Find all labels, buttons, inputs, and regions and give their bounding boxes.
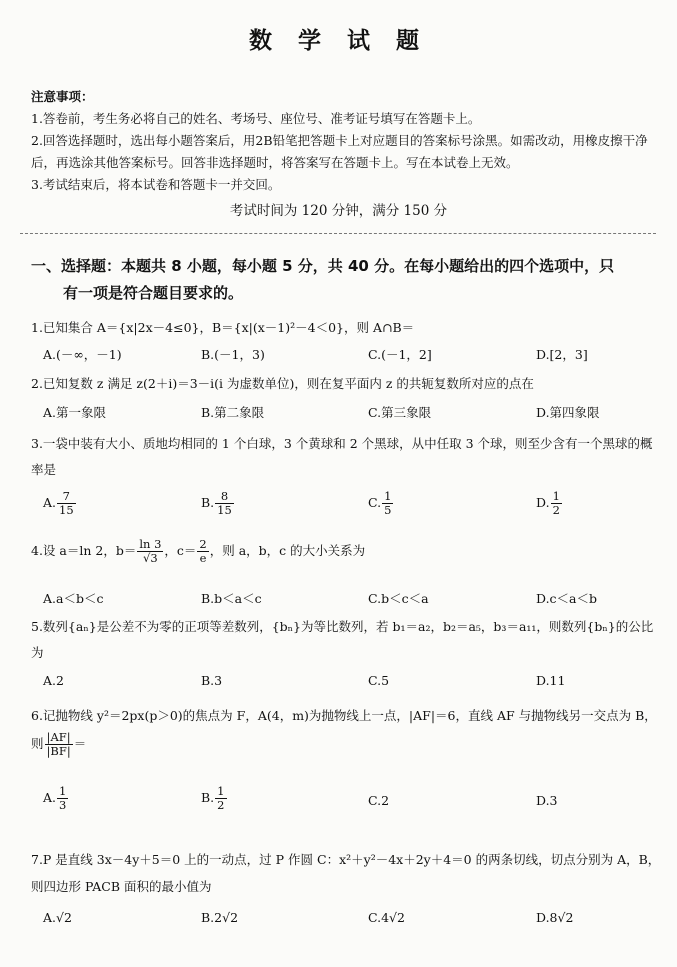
option-c: C.(－1，2] (368, 347, 432, 362)
question-3-options (31, 490, 661, 524)
numerator: ln 3 (139, 537, 162, 551)
option-d: D.[2，3] (536, 347, 588, 362)
section-line-1: 一、选择题：本题共 8 小题，每小题 5 分，共 40 分。在每小题给出的四个选项中，只 (31, 257, 615, 275)
question-6-options (31, 785, 661, 819)
option-label: A. (43, 790, 57, 805)
question-2-options (31, 403, 661, 423)
question-2 (31, 374, 661, 392)
option-b: B.b＜a＜c (201, 591, 262, 606)
option-c: C.b＜c＜a (368, 591, 429, 606)
fraction-b (137, 538, 163, 565)
stem-part: ，c＝ (164, 543, 197, 558)
note-item: 2.回答选择题时，选出每小题答案后，用2B铅笔把答题卡上对应题目的答案标号涂黑。如需改动，用橡皮擦干净后，再选涂其他答案标号。回答非选择题时，将答案写在答题卡上。写在本试卷上无效。 (31, 133, 648, 170)
option-a: A.2 (43, 673, 64, 688)
notes-block (31, 86, 656, 196)
question-1 (31, 318, 661, 336)
question-6 (31, 702, 661, 758)
option-c: C.2 (368, 793, 390, 808)
fraction (215, 785, 226, 812)
question-5-options (31, 673, 661, 693)
option-d: D.3 (536, 793, 558, 808)
option-c: C.4√2 (368, 910, 405, 925)
denominator: √3 (143, 551, 158, 565)
question-5 (31, 614, 661, 666)
denominator: 3 (59, 798, 67, 812)
option-d: D.第四象限 (536, 405, 600, 420)
divider (20, 233, 656, 234)
option-a (43, 785, 69, 812)
numerator: 2 (199, 537, 207, 551)
numerator: 1 (384, 489, 392, 503)
question-3 (31, 431, 661, 483)
option-label: B. (201, 495, 215, 510)
option-c: C.5 (368, 673, 390, 688)
denominator: 15 (59, 503, 74, 517)
section-heading (31, 253, 661, 307)
option-b: B.2√2 (201, 910, 239, 925)
option-c: C.第三象限 (368, 405, 432, 420)
option-label: B. (201, 790, 215, 805)
exam-time: 考试时间为 120 分钟，满分 150 分 (229, 203, 448, 219)
option-b (201, 490, 235, 517)
fraction-c (197, 538, 208, 565)
denominator: e (199, 551, 207, 565)
fraction (382, 490, 393, 517)
fraction (57, 490, 76, 517)
numerator: 8 (215, 490, 234, 504)
denominator: 2 (217, 798, 225, 812)
option-a: A.第一象限 (43, 405, 107, 420)
option-b: B.3 (201, 673, 223, 688)
option-a: A.√2 (43, 910, 72, 925)
question-stem: 3.一袋中装有大小、质地均相同的 1 个白球，3 个黄球和 2 个黑球，从中任取 3 个球，则至少含有一个黑球的概率是 (31, 436, 653, 477)
question-stem: 1.已知集合 A＝{x|2x－4≤0}，B＝{x|(x－1)²－4＜0}，则 A∩B＝ (31, 320, 415, 335)
question-1-options (31, 345, 661, 365)
option-b (201, 785, 228, 812)
notes-heading: 注意事项： (31, 89, 94, 104)
question-4 (31, 538, 661, 572)
option-a (43, 490, 77, 517)
numerator: 7 (57, 490, 76, 504)
question-stem: 5.数列{aₙ}是公差不为零的正项等差数列，{bₙ}为等比数列，若 b₁＝a₂，b₂＝a₅，b₃＝a₁₁，则数列{bₙ}的公比为 (31, 619, 654, 660)
numerator: 1 (552, 489, 560, 503)
option-c (368, 490, 394, 517)
note-item: 3.考试结束后，将本试卷和答题卡一并交回。 (31, 177, 281, 192)
option-b: B.第二象限 (201, 405, 265, 420)
option-label: C. (368, 495, 382, 510)
option-a: A.a＜b＜c (43, 591, 104, 606)
option-label: D. (536, 495, 550, 510)
numerator: 1 (217, 784, 225, 798)
fraction (57, 785, 68, 812)
note-item: 1.答卷前，考生务必将自己的姓名、考场号、座位号、准考证号填写在答题卡上。 (31, 111, 481, 126)
option-b: B.(－1，3) (201, 347, 265, 362)
option-d: D.c＜a＜b (536, 591, 598, 606)
fraction (215, 490, 234, 517)
question-stem: 7.P 是直线 3x－4y＋5＝0 上的一动点，过 P 作圆 C：x²＋y²－4x＋2y＋4＝0 的两条切线，切点分别为 A，B，则四边形 PACB 面积的最小值为 (31, 852, 661, 894)
ratio-fraction (45, 731, 73, 758)
denominator: 5 (384, 503, 392, 517)
denominator: 2 (552, 503, 560, 517)
fraction (551, 490, 562, 517)
stem-part: ＝ (73, 736, 87, 751)
option-d: D.8√2 (536, 910, 574, 925)
option-d: D.11 (536, 673, 566, 688)
stem-part: 4.设 a＝ln 2，b＝ (31, 543, 137, 558)
denominator: 15 (217, 503, 232, 517)
option-label: A. (43, 495, 57, 510)
stem-part: ，则 a，b，c 的大小关系为 (209, 543, 366, 558)
question-7 (31, 846, 661, 900)
denominator: |BF| (46, 744, 71, 758)
numerator: |AF| (45, 731, 73, 745)
question-4-options (31, 589, 661, 609)
stem-part: 6.记抛物线 y²＝2px(p＞0)的焦点为 F，A(4，m)为抛物线上一点，|AF|＝6，直线 AF 与抛物线另一交点为 B，则 (31, 708, 657, 751)
option-a: A.(－∞，－1) (43, 347, 122, 362)
page-title: 数 学 试 题 (248, 28, 429, 54)
question-stem: 2.已知复数 z 满足 z(2＋i)＝3－i(i 为虚数单位)，则在复平面内 z 的共轭复数所对应的点在 (31, 376, 534, 391)
section-line-2: 有一项是符合题目要求的。 (63, 284, 244, 302)
numerator: 1 (59, 784, 67, 798)
question-7-options (31, 910, 661, 930)
option-d (536, 490, 563, 517)
